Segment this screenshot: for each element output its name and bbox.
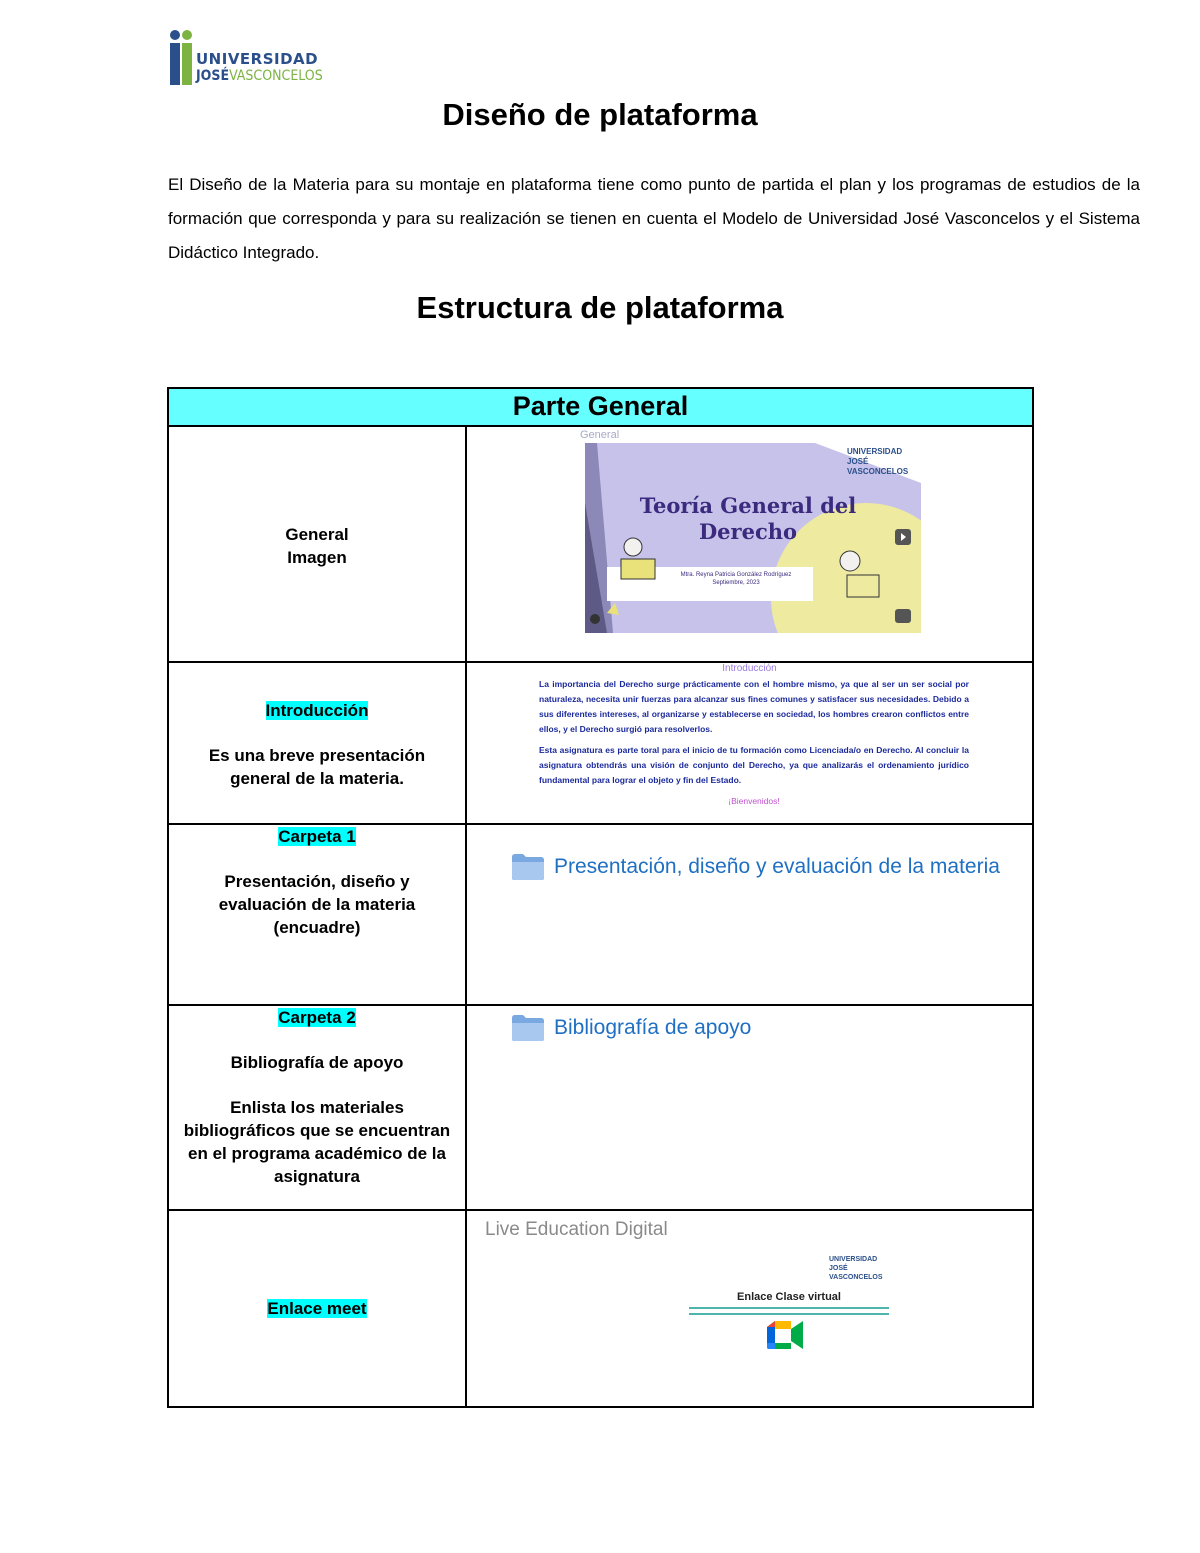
intro-text-block: La importancia del Derecho surge prácticamente con el hombre mismo, ya que al ser un ser social por naturaleza, necesita unir fuerzas para alcanzar sus fines comunes y satisfacer sus necesidades. Debido a sus diferentes intereses, al organizarse y establecerse en sociedad, los hombres crearon conflictos entre ellos, y el Derecho surgió para resolverlos. Esta asignatura es parte toral para el inicio de tu formación como Licenciada/o en Derecho. Al concluir la asignatura obtendrás una visión de conjunto del Derecho, ya que analizarás el ordenamiento jurídico fundamental para lograr el objeto y fin del Estado. ¡Bienvenidos! xyxy=(539,679,969,806)
row-description: Bibliografía de apoyo xyxy=(230,1053,404,1072)
row-content-cell xyxy=(466,824,1033,1005)
intro-paragraph: El Diseño de la Materia para su montaje en plataforma tiene como punto de partida el plan y los programas de estudios de la formación que corresponda y para su realización se tienen en cuenta el Modelo de Universidad José Vasconcelos y el Sistema Didáctico Integrado. xyxy=(168,175,1140,262)
row-content-cell xyxy=(466,1005,1033,1210)
university-logo xyxy=(168,28,323,88)
banner-illustration-icon xyxy=(585,443,921,633)
course-banner-image[interactable] xyxy=(585,443,921,633)
google-meet-icon[interactable] xyxy=(765,1319,805,1351)
row-label-cell xyxy=(168,662,466,824)
intro-caption: Introducción xyxy=(722,663,777,674)
logo-line-2: JOSÉVASCONCELOS xyxy=(196,68,323,84)
table-row xyxy=(168,426,1033,662)
structure-table xyxy=(167,387,1034,1408)
row-label-cell xyxy=(168,1005,466,1210)
banner-subtitle: Mtra. Reyna Patricia González Rodríguez Septiembre, 2023 xyxy=(680,572,792,586)
folder-icon xyxy=(511,1014,545,1042)
row-label-enlace-meet: Enlace meet xyxy=(267,1299,367,1318)
meet-divider xyxy=(689,1307,889,1315)
row-label-imagen: Imagen xyxy=(287,548,347,567)
slide-caption: General xyxy=(580,429,620,441)
section-title: Estructura de plataforma xyxy=(416,290,784,325)
table-row xyxy=(168,1210,1033,1407)
folder-icon xyxy=(511,853,545,881)
banner-logo: UNIVERSIDAD JOSÉ VASCONCELOS xyxy=(847,447,909,476)
logo-mark-icon xyxy=(168,28,194,86)
row-label-cell xyxy=(168,1210,466,1407)
table-header: Parte General xyxy=(168,388,1033,426)
row-label-general: General xyxy=(285,525,349,544)
table-row xyxy=(168,662,1033,824)
row-content-cell xyxy=(466,1210,1033,1407)
table-row xyxy=(168,1005,1033,1210)
logo-line-1: UNIVERSIDAD xyxy=(196,50,319,68)
row-label-cell xyxy=(168,824,466,1005)
row-label-carpeta-2: Carpeta 2 xyxy=(278,1008,356,1027)
meet-link-title[interactable]: Enlace Clase virtual xyxy=(737,1291,841,1303)
row-label-cell xyxy=(168,426,466,662)
folder-label: Presentación, diseño y evaluación de la materia xyxy=(554,855,1000,878)
row-content-cell xyxy=(466,426,1033,662)
row-description: Presentación, diseño y evaluación de la materia (encuadre) xyxy=(218,872,416,937)
banner-title: Teoría General del Derecho xyxy=(639,493,857,544)
row-description-detail: Enlista los materiales bibliográficos que se encuentran en el programa académico de la asignatura xyxy=(183,1098,451,1186)
table-row xyxy=(168,824,1033,1005)
meet-logo: UNIVERSIDAD JOSÉ VASCONCELOS xyxy=(829,1256,883,1281)
row-content-cell xyxy=(466,662,1033,824)
row-label-carpeta-1: Carpeta 1 xyxy=(278,827,356,846)
row-description: Es una breve presentación general de la materia. xyxy=(208,746,426,788)
live-education-title: Live Education Digital xyxy=(485,1219,668,1240)
page-title: Diseño de plataforma xyxy=(442,97,758,132)
folder-label: Bibliografía de apoyo xyxy=(554,1016,752,1039)
row-label-introduccion: Introducción xyxy=(265,701,369,720)
